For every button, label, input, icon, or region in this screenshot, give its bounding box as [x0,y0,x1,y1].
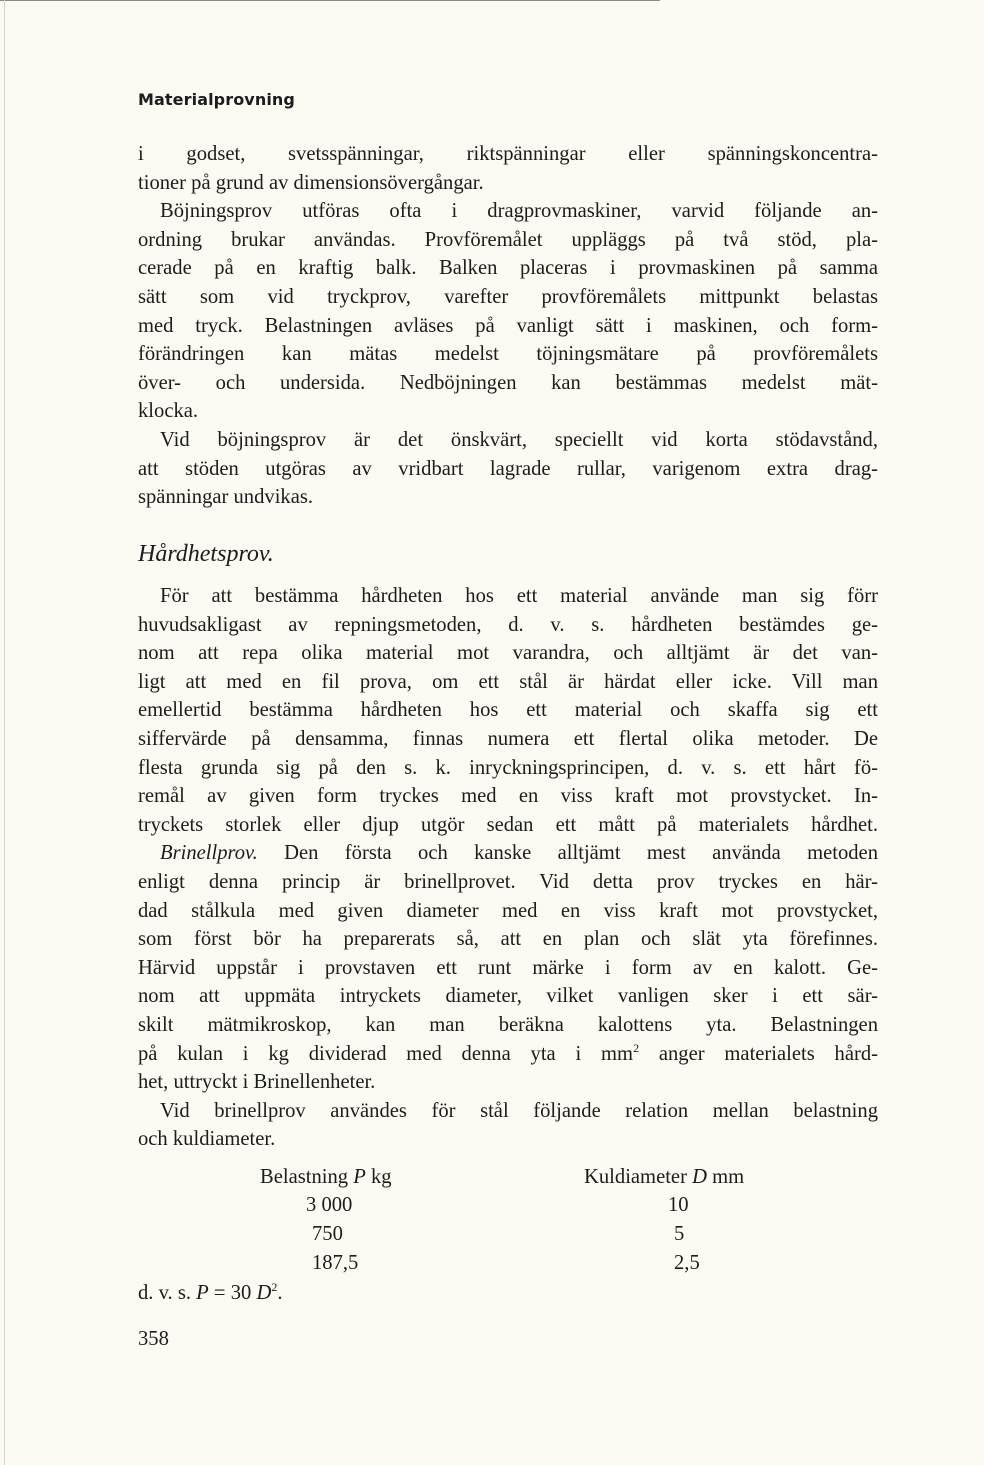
text-line: siffervärde på densamma, finnas numera ett flertal olika metoder. De [138,727,878,750]
running-head: Materialprovning [138,90,295,109]
text-line: het, uttryckt i Brinellenheter. [138,1071,376,1094]
text-line: klocka. [138,400,199,423]
section-heading: Hårdhetsprov. [138,541,274,567]
table-cell-load: 3 000 [306,1194,353,1216]
text-line: över- och undersida. Nedböjningen kan bestämmas medelst mät- [138,371,878,394]
text-line: tryckets storlek eller djup utgör sedan ett mått på materialets hårdhet. [138,813,878,836]
text-line: dad stålkula med given diameter med en viss kraft mot provstycket, [138,899,878,922]
body-text-section-2 [138,582,878,1154]
text-line: och kuldiameter. [138,1128,276,1151]
text-line: remål av given form tryckes med en viss kraft mot provstycket. In- [138,785,878,808]
text-line: flesta grunda sig på den s. k. inryckningsprincipen, d. v. s. ett hårt fö- [138,756,878,779]
body-text-section-1 [138,140,878,512]
text-line: spänningar undvikas. [138,486,314,509]
text-segment: anger materialets hård- [639,1042,878,1065]
table-cell-diameter: 5 [674,1223,685,1245]
table-cell-diameter: 2,5 [674,1252,700,1274]
text-line: enligt denna princip är brinellprovet. Vid detta prov tryckes en här- [138,870,878,893]
text-line: För att bestämma hårdheten hos ett material använde man sig förr [160,585,878,607]
text-line: ligt att med en fil prova, om ett stål är härdat eller icke. Vill man [138,670,878,693]
text-line: ordning brukar användas. Provföremålet uppläggs på två stöd, pla- [138,228,878,251]
table-cell-diameter: 10 [668,1194,689,1216]
text-segment: på kulan i kg dividerad med denna yta i mm [138,1042,634,1065]
text-line: emellertid bestämma hårdheten hos ett material och skaffa sig ett [138,699,878,722]
text-line: skilt mätmikroskop, kan man beräkna kalottens yta. Belastningen [138,1013,878,1036]
text-line: att stöden utgöras av vridbart lagrade rullar, varigenom extra drag- [138,457,878,480]
formula-line: d. v. s. P = 30 $D^2$. [138,1280,283,1304]
top-rule [0,0,660,1]
text-line: i godset, svetsspänningar, riktspänningar eller spänningskoncentra- [138,143,878,165]
column-header-load: Belastning P kg [260,1166,392,1188]
table-cell-load: 750 [312,1223,343,1245]
text-line: cerade på en kraftig balk. Balken placeras i provmaskinen på samma [138,257,878,280]
text-line-runin [138,839,878,868]
superscript: 2 [633,1040,640,1055]
text-line: Böjningsprov utföras ofta i dragprovmaskiner, varvid följande an- [160,200,878,223]
text-line-unit [138,1040,878,1069]
text-line: förändringen kan mätas medelst töjningsmätare på provföremålets [138,343,878,366]
text-line: med tryck. Belastningen avläses på vanligt sätt i maskinen, och form- [138,314,878,337]
text-line: Vid böjningsprov är det önskvärt, speciellt vid korta stödavstånd, [160,428,878,451]
text-line: Härvid uppstår i provstaven ett runt märke i form av en kalott. Ge- [138,956,878,979]
runin-text: Den första och kanske alltjämt mest använda metoden [284,842,878,865]
text-line: tioner på grund av dimensionsövergångar. [138,171,484,194]
text-line: huvudsakligast av repningsmetoden, d. v. s. hårdheten bestämdes ge- [138,613,878,636]
page-number: 358 [138,1328,169,1350]
text-line: sätt som vid tryckprov, varefter provföremålets mittpunkt belastas [138,285,878,308]
table-cell-load: 187,5 [312,1252,359,1274]
text-line: som först bör ha preparerats så, att en plan och slät yta förefinnes. [138,928,878,951]
text-line: nom att uppmäta intryckets diameter, vilket vanligen sker i ett sär- [138,985,878,1008]
text-line: Vid brinellprov användes för stål följande relation mellan belastning [160,1099,878,1122]
runin-label: Brinellprov. [160,842,258,865]
page-edge [4,0,5,1465]
text-line: nom att repa olika material mot varandra, och alltjämt är det van- [138,642,878,665]
column-header-diameter: Kuldiameter D mm [584,1166,745,1188]
